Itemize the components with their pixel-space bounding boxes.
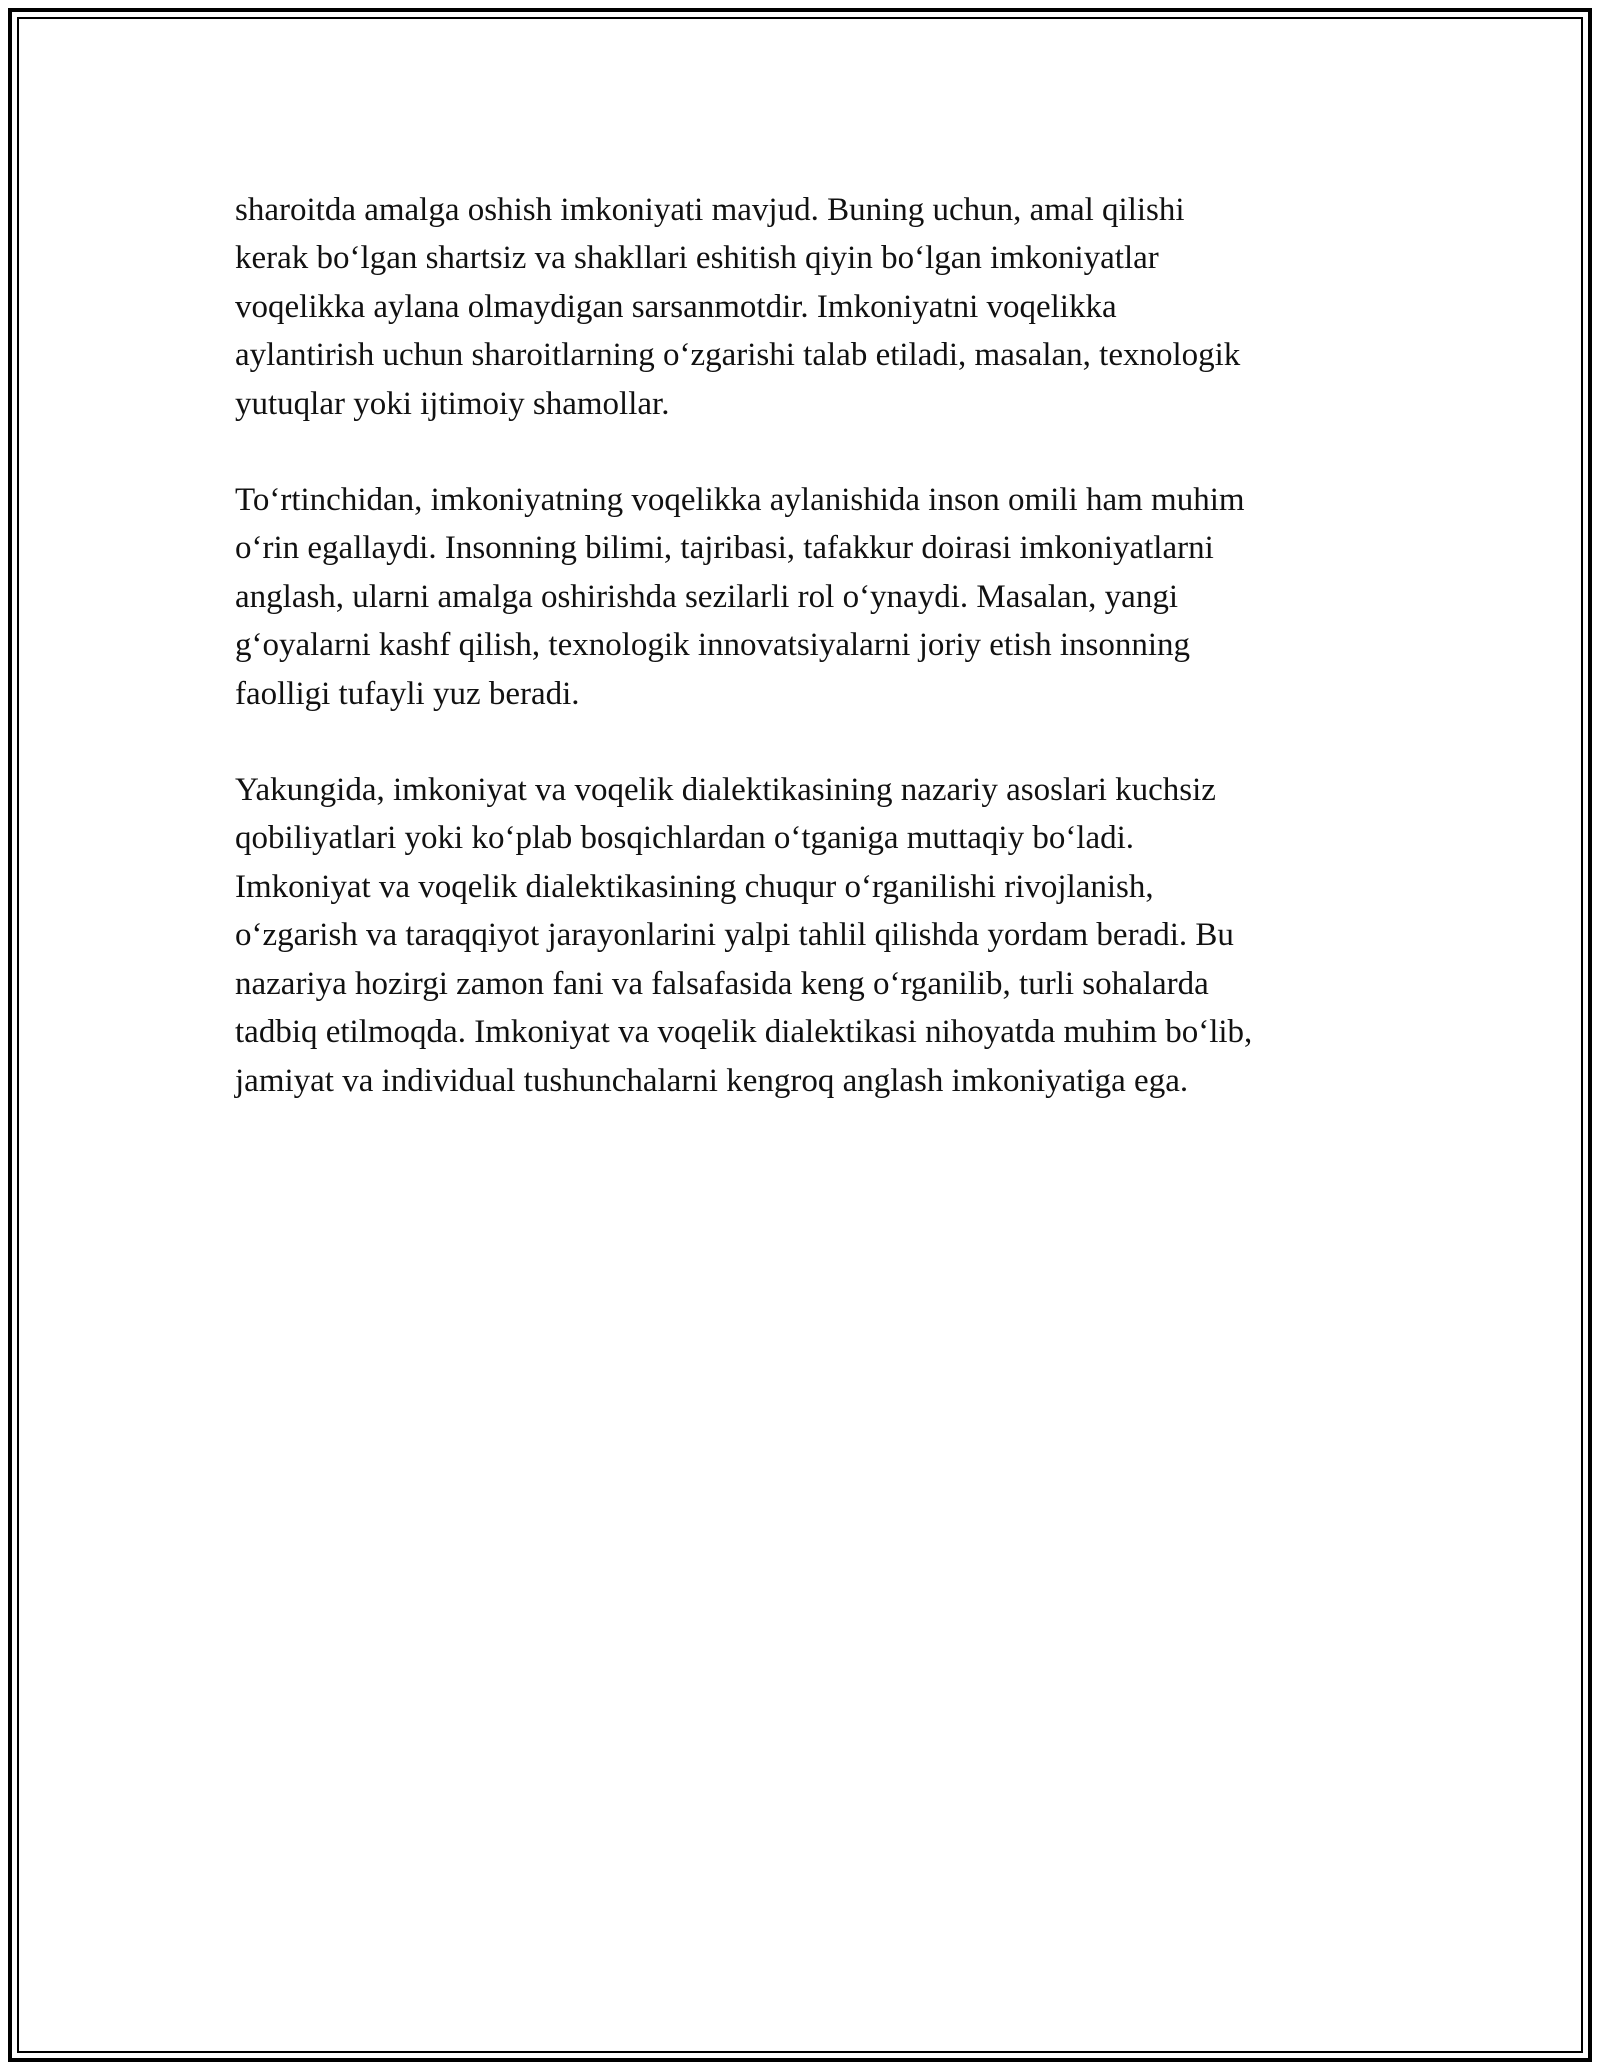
paragraph-line: voqelikka aylana olmaydigan sarsanmotdir. Imkoniyatni voqelikka: [235, 288, 1117, 325]
paragraph-line: jamiyat va individual tushunchalarni kengroq anglash imkoniyatiga ega.: [235, 1062, 1189, 1099]
paragraph-line: anglash, ularni amalga oshirishda sezilarli rol o‘ynaydi. Masalan, yangi: [235, 578, 1178, 615]
paragraph-line: faolligi tufayli yuz beradi.: [235, 675, 580, 712]
paragraph-line: tadbiq etilmoqda. Imkoniyat va voqelik dialektikasi nihoyatda muhim bo‘lib,: [235, 1014, 1253, 1051]
paragraph-line: qobiliyatlari yoki ko‘plab bosqichlardan o‘tganiga muttaqiy bo‘ladi.: [235, 820, 1135, 857]
paragraph-2: [235, 476, 1395, 718]
document-body: [235, 186, 1395, 1153]
paragraph-line: Imkoniyat va voqelik dialektikasining chuqur o‘rganilishi rivojlanish,: [235, 868, 1154, 905]
paragraph-line: Yakungida, imkoniyat va voqelik dialektikasining nazariy asoslari kuchsiz: [235, 772, 1216, 809]
paragraph-line: nazariya hozirgi zamon fani va falsafasida keng o‘rganilib, turli sohalarda: [235, 965, 1209, 1002]
paragraph-1: [235, 186, 1395, 428]
paragraph-line: kerak bo‘lgan shartsiz va shakllari eshitish qiyin bo‘lgan imkoniyatlar: [235, 240, 1159, 277]
paragraph-line: o‘zgarish va taraqqiyot jarayonlarini yalpi tahlil qilishda yordam beradi. Bu: [235, 917, 1234, 954]
paragraph-line: g‘oyalarni kashf qilish, texnologik innovatsiyalarni joriy etish insonning: [235, 627, 1191, 664]
paragraph-line: To‘rtinchidan, imkoniyatning voqelikka aylanishida inson omili ham muhim: [235, 482, 1245, 519]
paragraph-line: yutuqlar yoki ijtimoiy shamollar.: [235, 385, 670, 422]
paragraph-3: [235, 766, 1395, 1105]
paragraph-line: aylantirish uchun sharoitlarning o‘zgarishi talab etiladi, masalan, texnologik: [235, 337, 1241, 374]
paragraph-line: o‘rin egallaydi. Insonning bilimi, tajribasi, tafakkur doirasi imkoniyatlarni: [235, 530, 1214, 567]
paragraph-line: sharoitda amalga oshish imkoniyati mavjud. Buning uchun, amal qilishi: [235, 192, 1185, 228]
